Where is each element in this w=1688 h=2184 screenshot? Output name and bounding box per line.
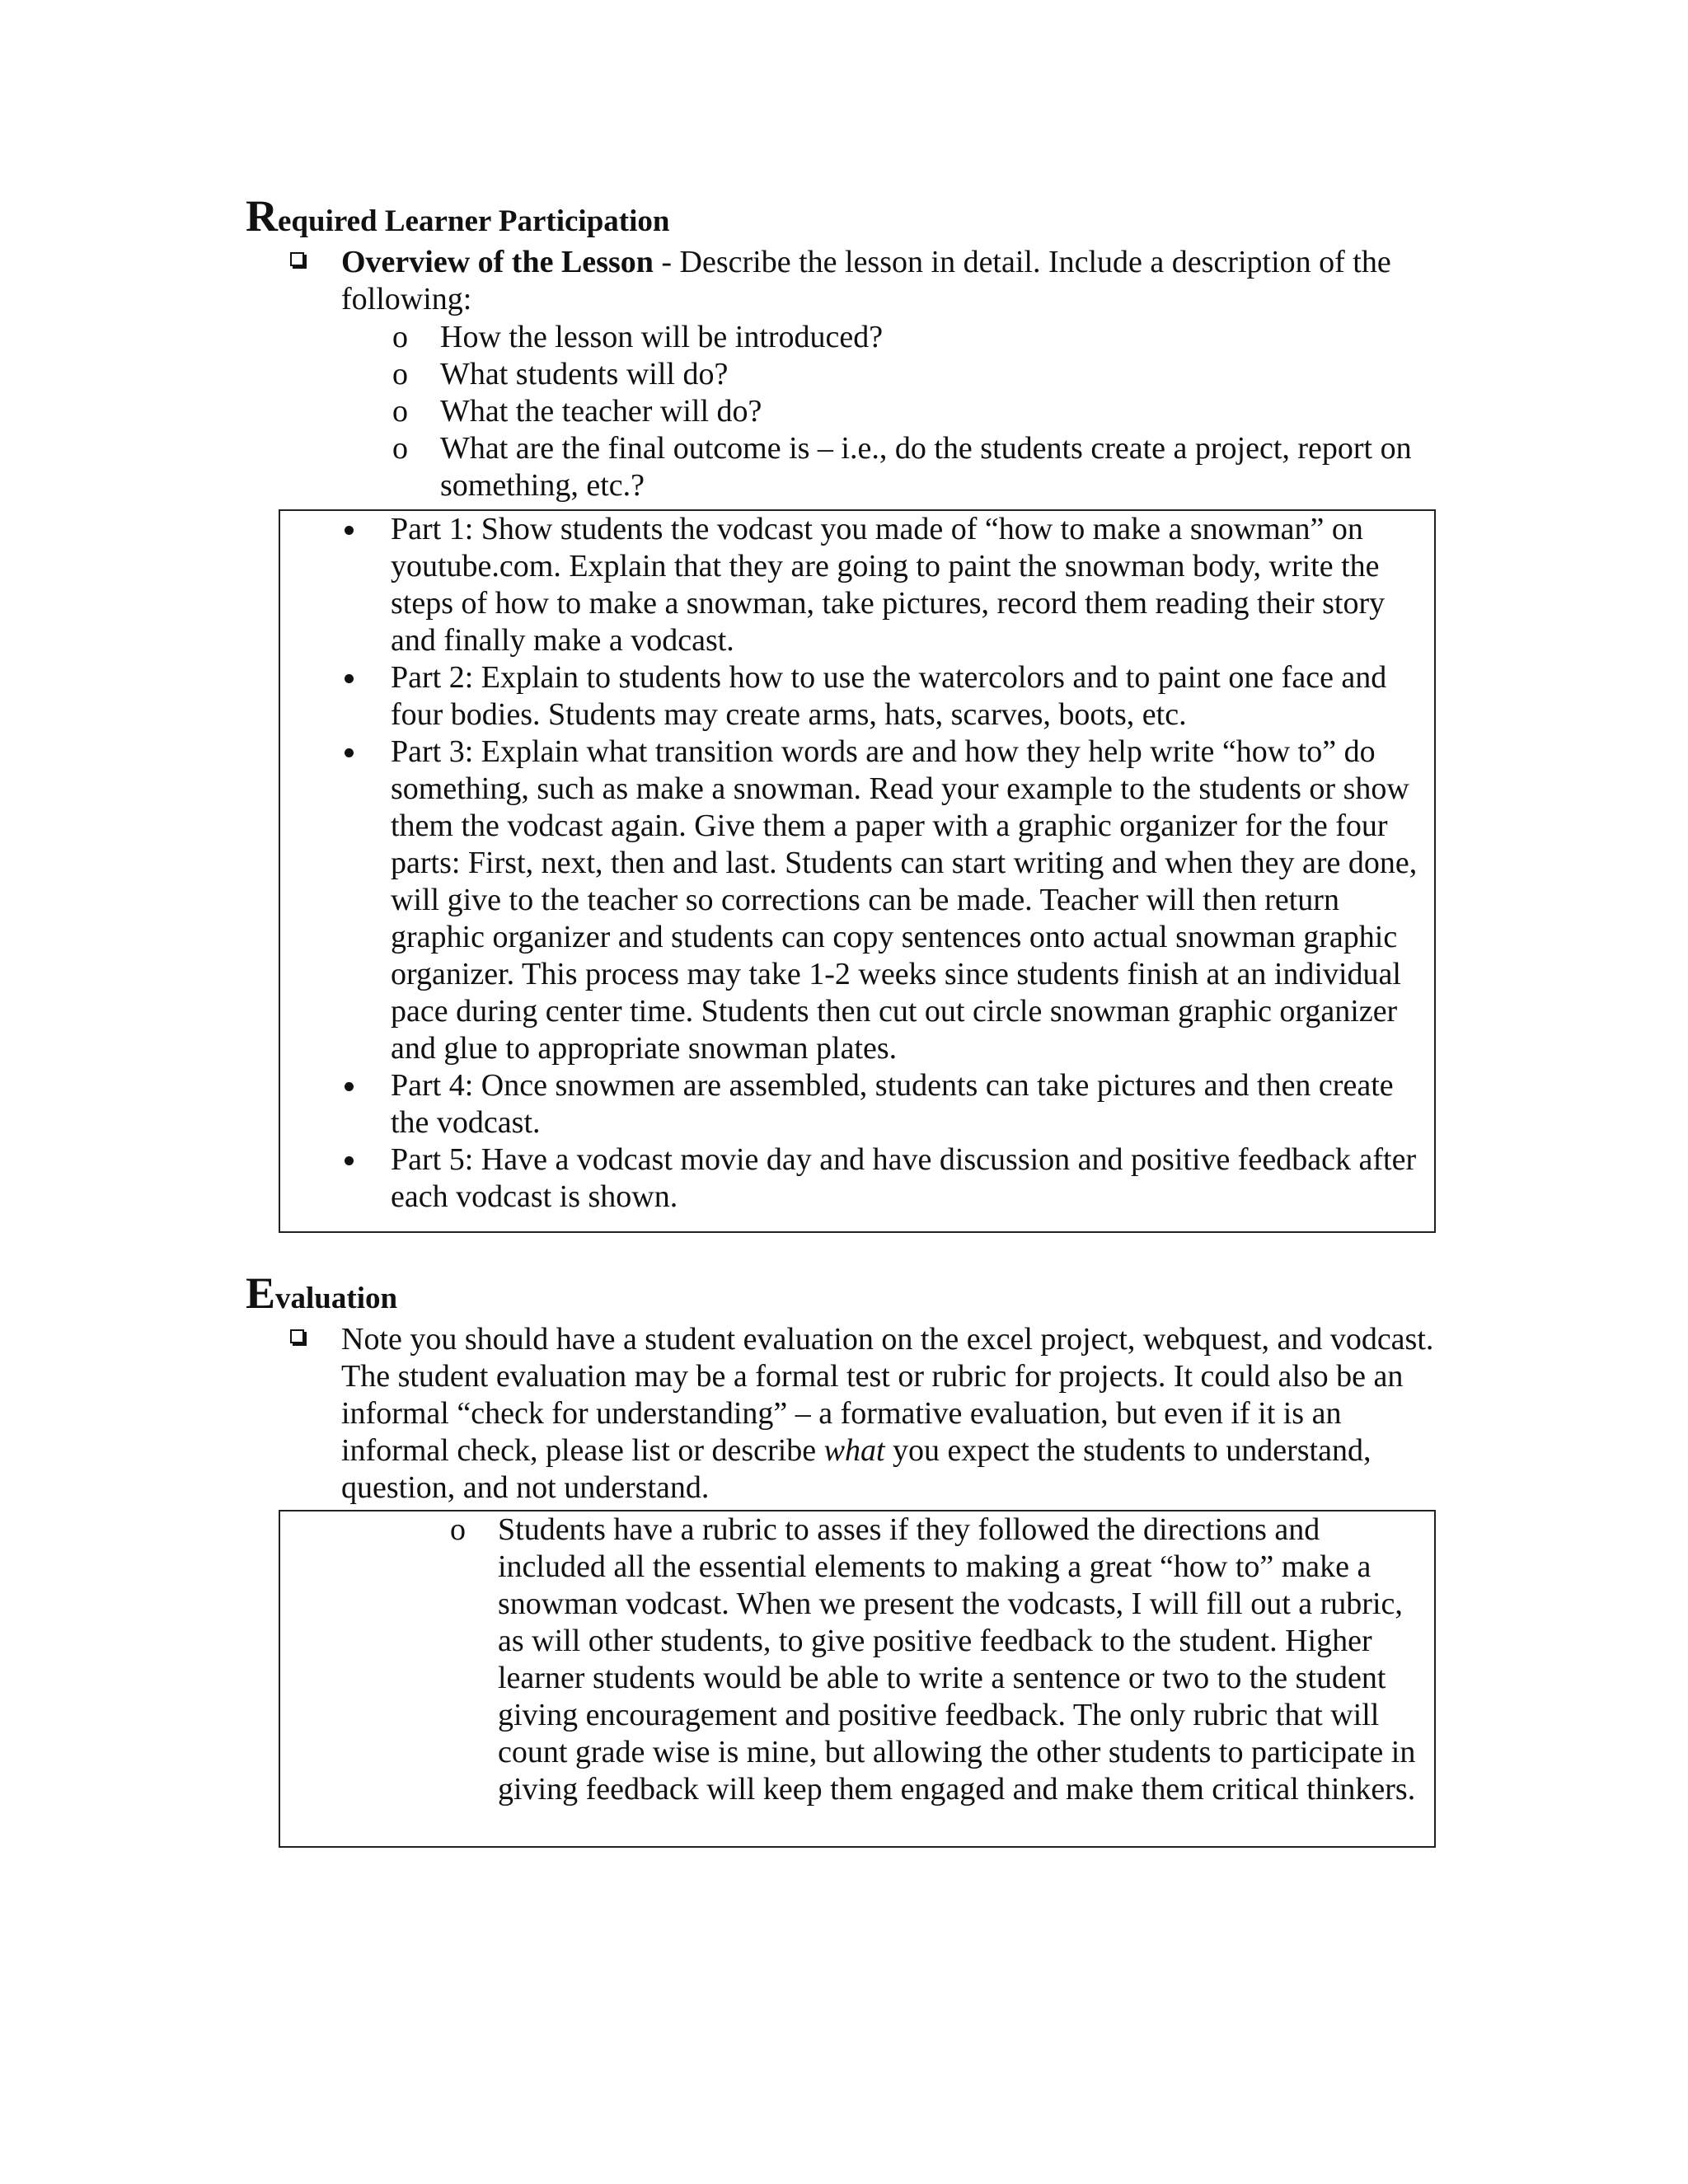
heading-initial: R [246,191,278,241]
lesson-part-item: Part 5: Have a vodcast movie day and have discussion and positive feedback after each vodcast is shown. [391,1141,1429,1216]
sub-list-item: o What the teacher will do? [392,394,762,429]
evaluation-text: Students have a rubric to asses if they followed the directions and included all the essential elements to making a great “how to” make a snowman vodcast. When we present the vodcasts, I will fill out a rubric, as will other students, to give positive feedback to the student. Higher learner students would be able to write a sentence or two to the student giving encouragement and positive feedback. The only rubric that will count grade wise is mine, but allowing the other students to participate in giving feedback will keep them engaged and make them critical thinkers. [498,1512,1416,1807]
lesson-parts-list [391,511,1429,1216]
lesson-part-item: Part 2: Explain to students how to use the watercolors and to paint one face and four bodies. Students may create arms, hats, scarves, boots, etc. [391,659,1429,733]
heading-evaluation [246,1268,398,1318]
bullet-dot-icon [345,748,354,757]
evaluation-note-text-end: you expect the students to understand, question, and not understand. [341,1433,1372,1505]
circle-bullet-icon: o [392,357,408,391]
heading-initial: E [246,1268,276,1318]
heading-text: valuation [275,1282,398,1315]
evaluation-note-emphasis: what [823,1433,885,1468]
bullet-dot-icon [345,1082,354,1091]
lesson-part-item: Part 1: Show students the vodcast you made of “how to make a snowman” on youtube.com. Explain that they are going to paint the snowman body, write the steps of how to make a snowman, take pictures, record them reading their story and finally make a vodcast. [391,511,1429,659]
overview-item [341,244,1437,318]
square-bullet-icon [290,1329,304,1343]
evaluation-note-text: Note you should have a student evaluation on the excel project, webquest, and vodcast. The student evaluation may be a formal test or rubric for projects. It could also be an informal “check for understanding” – a formative evaluation, but even if it is an informal check, please list or describe [341,1322,1434,1468]
circle-bullet-icon: o [392,394,408,429]
bullet-dot-icon [345,674,354,683]
heading-required-learner-participation [246,191,670,241]
square-bullet-icon [290,252,304,266]
lesson-part-item: Part 4: Once snowmen are assembled, students can take pictures and then create the vodcast. [391,1067,1429,1141]
circle-bullet-icon: o [450,1512,466,1547]
lesson-part-item: Part 3: Explain what transition words are and how they help write “how to” do something, such as make a snowman. Read your example to the students or show them the vodcast again. Give them a paper with a graphic organizer for the four parts: First, next, then and last. Students can start writing and when they are done, will give to the teacher so corrections can be made. Teacher will then return graphic organizer and students can copy sentences onto actual snowman graphic organizer. This process may take 1-2 weeks since students finish at an individual pace during center time. Students then cut out circle snowman graphic organizer and glue to appropriate snowman plates. [391,733,1429,1067]
bullet-dot-icon [345,1156,354,1165]
heading-text: equired Learner Participation [278,204,670,238]
evaluation-item [450,1511,1429,1808]
sub-list-item: o What students will do? [392,357,729,391]
bullet-dot-icon [345,526,354,535]
overview-description: - Describe the lesson in detail. Include a description of the following: [341,245,1391,316]
sub-list-item: o What are the final outcome is – i.e., do the students create a project, report on something, etc.? [392,431,1412,503]
overview-sub-list [392,319,1429,504]
circle-bullet-icon: o [392,320,408,354]
sub-list-item: o How the lesson will be introduced? [392,320,884,354]
overview-label: Overview of the Lesson [341,245,654,279]
evaluation-note-item [341,1321,1437,1507]
circle-bullet-icon: o [392,431,408,466]
